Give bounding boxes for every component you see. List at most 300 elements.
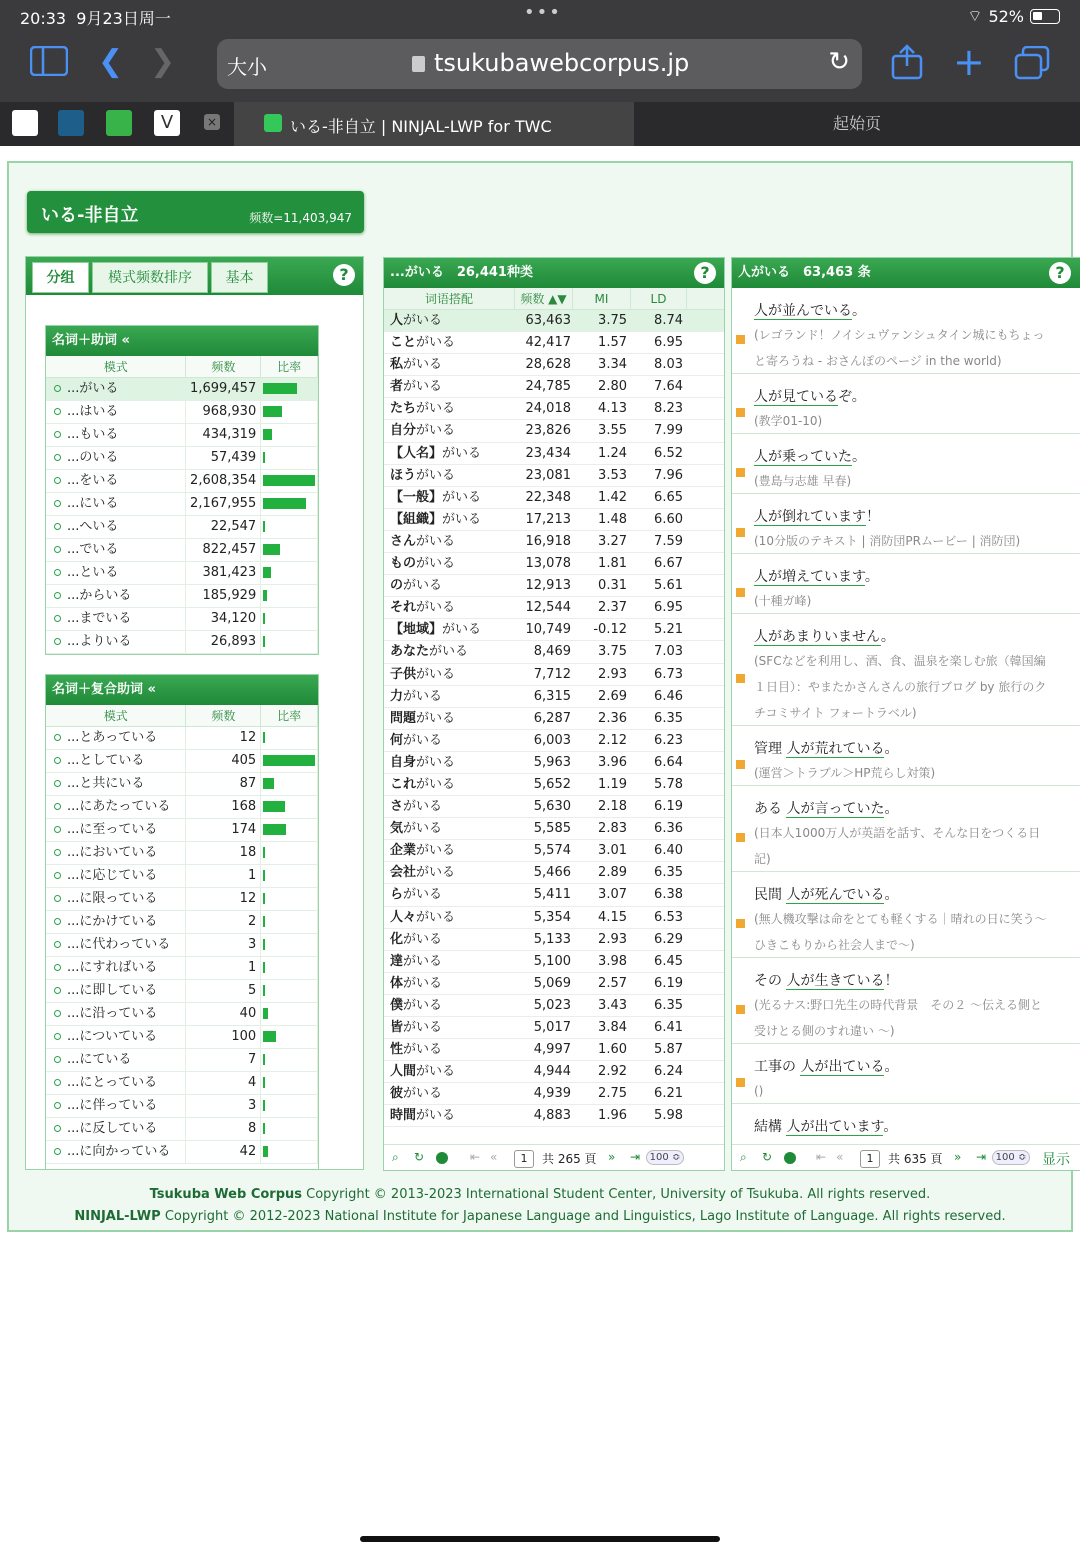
collocation-row[interactable] (384, 973, 724, 995)
table-row[interactable] (46, 819, 318, 842)
home-indicator (360, 1536, 720, 1542)
frequency-cell: 18 (186, 842, 261, 864)
radio-icon[interactable] (54, 454, 61, 461)
group-title[interactable]: 名词＋复合助词 « (46, 675, 318, 705)
table-row[interactable] (46, 585, 318, 608)
collocation-cell[interactable] (384, 332, 515, 353)
pattern-cell[interactable] (46, 796, 186, 818)
col-collocation[interactable]: 词语搭配 (384, 288, 515, 309)
pattern-cell[interactable] (46, 911, 186, 933)
example-source[interactable]: (日本人1000万人が英語を話す、そんな日をつくる日記) (754, 826, 1041, 866)
radio-icon[interactable] (54, 1102, 61, 1109)
collocation-row[interactable] (384, 531, 724, 553)
refresh-icon[interactable]: ↻ (762, 1150, 773, 1164)
collocation-row[interactable] (384, 443, 724, 465)
pattern-cell[interactable] (46, 1049, 186, 1071)
collocation-cell[interactable] (384, 1061, 515, 1082)
radio-icon[interactable] (54, 895, 61, 902)
example-prefix: 工事の (754, 1059, 796, 1075)
radio-icon[interactable] (54, 987, 61, 994)
collocation-noun: 人々 (390, 909, 417, 925)
table-row[interactable] (46, 447, 318, 470)
collocation-cell[interactable] (384, 929, 515, 950)
collocation-row[interactable] (384, 420, 724, 442)
table-row[interactable] (46, 1072, 318, 1095)
table-row[interactable] (46, 1049, 318, 1072)
tab-frequency-sort[interactable]: 模式频数排序 (92, 262, 208, 293)
mi-cell: 2.57 (598, 975, 627, 991)
example-source[interactable]: (10分版のテキスト | 消防団PRムービー | 消防団) (754, 534, 1021, 548)
collocation-row[interactable] (384, 487, 724, 509)
radio-icon[interactable] (54, 1056, 61, 1063)
pattern-text: ...にている (67, 1052, 132, 1067)
collocation-cell[interactable] (384, 774, 515, 795)
page-input[interactable]: 1 (514, 1150, 534, 1168)
example-item[interactable] (732, 434, 1080, 494)
collocation-row[interactable] (384, 929, 724, 951)
ratio-bar (263, 590, 267, 601)
table-row[interactable] (46, 934, 318, 957)
frequency-cell: 22,348 (525, 489, 571, 505)
radio-icon[interactable] (54, 849, 61, 856)
collocation-row[interactable] (384, 1039, 724, 1061)
prev-page-icon[interactable]: « (490, 1150, 498, 1164)
example-suffix: 。 (884, 741, 899, 757)
pattern-cell[interactable] (46, 424, 186, 446)
prev-page-icon[interactable]: « (836, 1150, 844, 1164)
collocation-cell[interactable] (384, 752, 515, 773)
frequency-cell: 23,081 (525, 467, 571, 483)
collocation-noun: あなた (390, 644, 430, 660)
pattern-cell[interactable] (46, 539, 186, 561)
group-title[interactable]: 名词＋助词 « (46, 326, 318, 356)
collocation-cell[interactable] (384, 641, 515, 662)
collocation-cell[interactable] (384, 907, 515, 928)
example-item[interactable] (732, 726, 1080, 786)
example-item[interactable] (732, 872, 1080, 958)
pattern-cell[interactable] (46, 934, 186, 956)
favorite-tab-3-icon[interactable] (106, 110, 132, 136)
collocation-cell[interactable] (384, 730, 515, 751)
ratio-cell (261, 1118, 318, 1140)
collocation-cell[interactable] (384, 465, 515, 486)
pattern-cell[interactable] (46, 378, 186, 400)
example-source[interactable]: (教学01-10) (754, 414, 823, 428)
help-icon[interactable]: ? (694, 262, 716, 284)
address-bar[interactable] (217, 39, 862, 89)
footer-copyright-2: Copyright © 2012-2023 National Institute for Japanese Language and Linguistics, Lago Institute of Language. All rights reserved. (164, 1209, 1006, 1224)
collocation-row[interactable] (384, 951, 724, 973)
example-source[interactable]: () (754, 1084, 764, 1098)
radio-icon[interactable] (54, 872, 61, 879)
back-icon[interactable]: ❮ (98, 44, 124, 79)
collocation-row[interactable] (384, 774, 724, 796)
collocation-row[interactable] (384, 862, 724, 884)
mi-cell: 4.15 (598, 909, 627, 925)
collocation-cell[interactable] (384, 973, 515, 994)
table-row[interactable] (46, 957, 318, 980)
next-page-icon[interactable]: » (954, 1150, 962, 1164)
forward-icon[interactable]: ❯ (150, 44, 176, 79)
table-row[interactable] (46, 727, 318, 750)
footer-brand-1[interactable]: Tsukuba Web Corpus (149, 1187, 302, 1202)
favorite-tab-4-icon[interactable]: V (154, 110, 180, 136)
pattern-cell[interactable] (46, 447, 186, 469)
table-row[interactable] (46, 562, 318, 585)
collocation-row[interactable] (384, 1061, 724, 1083)
collocation-pattern: がいる (416, 843, 456, 859)
collocation-row[interactable] (384, 553, 724, 575)
sidebar-icon[interactable] (30, 46, 68, 84)
collocation-noun: 人間 (390, 1064, 417, 1080)
example-item[interactable] (732, 494, 1080, 554)
pattern-cell[interactable] (46, 516, 186, 538)
collocation-row[interactable] (384, 597, 724, 619)
mi-cell: 1.19 (598, 776, 627, 792)
frequency-cell: 168 (186, 796, 261, 818)
radio-icon[interactable] (54, 431, 61, 438)
table-row[interactable] (46, 750, 318, 773)
example-source[interactable]: (十種ガ峰) (754, 594, 812, 608)
collocation-row[interactable] (384, 818, 724, 840)
ratio-cell (261, 1141, 318, 1163)
table-row[interactable] (46, 980, 318, 1003)
example-item[interactable] (732, 786, 1080, 872)
add-icon[interactable] (784, 1152, 796, 1164)
pattern-cell[interactable] (46, 1141, 186, 1163)
collocation-cell[interactable] (384, 443, 515, 464)
tab-group[interactable]: 分组 (32, 262, 89, 293)
radio-icon[interactable] (54, 803, 61, 810)
radio-icon[interactable] (54, 385, 61, 392)
collocation-pattern: がいる (403, 357, 443, 373)
search-icon[interactable]: ⌕ (740, 1150, 747, 1164)
pattern-cell[interactable] (46, 773, 186, 795)
help-icon[interactable]: ? (333, 264, 355, 286)
ratio-cell (261, 750, 318, 772)
reload-icon[interactable]: ↻ (828, 47, 850, 77)
collocation-row[interactable] (384, 619, 724, 641)
last-page-icon[interactable]: ⇥ (976, 1150, 987, 1164)
pattern-cell[interactable] (46, 562, 186, 584)
collocation-row[interactable] (384, 398, 724, 420)
collocation-pattern: がいる (403, 953, 443, 969)
col-frequency: 频数 (186, 356, 261, 377)
table-row[interactable] (46, 1141, 318, 1164)
example-item[interactable] (732, 1044, 1080, 1104)
favorite-tab-2-icon[interactable] (58, 110, 84, 136)
frequency-cell: 100 (186, 1026, 261, 1048)
radio-icon[interactable] (54, 408, 61, 415)
ratio-cell (261, 585, 318, 607)
collocation-pattern: がいる (416, 666, 456, 682)
radio-icon[interactable] (54, 615, 61, 622)
table-row[interactable] (46, 1095, 318, 1118)
example-item[interactable] (732, 614, 1080, 726)
pattern-cell[interactable] (46, 1095, 186, 1117)
table-row[interactable] (46, 470, 318, 493)
collocation-row[interactable] (384, 1017, 724, 1039)
help-icon[interactable]: ? (1049, 262, 1071, 284)
collocation-row[interactable] (384, 752, 724, 774)
collocation-row[interactable] (384, 840, 724, 862)
first-page-icon[interactable]: ⇤ (816, 1150, 827, 1164)
ratio-cell (261, 470, 318, 492)
collocation-pattern: がいる (416, 401, 456, 417)
search-icon[interactable]: ⌕ (392, 1150, 399, 1164)
ratio-cell (261, 608, 318, 630)
mi-cell: 2.12 (598, 732, 627, 748)
reader-text-size-button[interactable]: 大小 (227, 55, 267, 79)
pattern-cell[interactable] (46, 980, 186, 1002)
collocation-pattern: がいる (416, 776, 456, 792)
collocation-cell[interactable] (384, 995, 515, 1016)
pattern-cell[interactable] (46, 631, 186, 653)
pattern-cell[interactable] (46, 842, 186, 864)
collocation-cell[interactable] (384, 818, 515, 839)
radio-icon[interactable] (54, 964, 61, 971)
next-page-icon[interactable]: » (608, 1150, 616, 1164)
collocation-row[interactable] (384, 884, 724, 906)
tabs-overview-icon[interactable] (1014, 46, 1050, 88)
collocation-row[interactable] (384, 354, 724, 376)
frequency-cell: 4,939 (533, 1086, 571, 1102)
radio-icon[interactable] (54, 638, 61, 645)
radio-icon[interactable] (54, 477, 61, 484)
show-button[interactable]: 显示 (1042, 1152, 1070, 1168)
table-row[interactable] (46, 1118, 318, 1141)
pattern-cell[interactable] (46, 608, 186, 630)
collocation-cell[interactable] (384, 884, 515, 905)
pattern-cell[interactable] (46, 819, 186, 841)
collocation-cell[interactable] (384, 1083, 515, 1104)
example-item[interactable] (732, 374, 1080, 434)
pattern-cell[interactable] (46, 865, 186, 887)
col-ld[interactable]: LD (631, 288, 687, 309)
collocation-row[interactable] (384, 465, 724, 487)
refresh-icon[interactable]: ↻ (414, 1150, 425, 1164)
collocation-noun: 化 (390, 931, 404, 947)
table-row[interactable] (46, 1003, 318, 1026)
collocation-cell[interactable] (384, 509, 515, 530)
new-tab-icon[interactable]: + (953, 40, 985, 84)
example-source[interactable]: (無人機攻撃は命をとても軽くする｜晴れの日に笑う〜ひきこもりから社会人まで〜) (754, 912, 1047, 952)
collocation-cell[interactable] (384, 597, 515, 618)
radio-icon[interactable] (54, 734, 61, 741)
footer-brand-2[interactable]: NINJAL-LWP (74, 1209, 161, 1224)
active-tab[interactable] (206, 102, 634, 146)
collocation-noun: の (390, 578, 404, 594)
radio-icon[interactable] (54, 592, 61, 599)
frequency-cell: 17,213 (525, 511, 571, 527)
collocation-row[interactable] (384, 708, 724, 730)
collocation-cell[interactable] (384, 1105, 515, 1126)
radio-icon[interactable] (54, 1033, 61, 1040)
pattern-cell[interactable] (46, 493, 186, 515)
table-row[interactable] (46, 539, 318, 562)
last-page-icon[interactable]: ⇥ (630, 1150, 641, 1164)
collocation-cell[interactable] (384, 354, 515, 375)
collocation-cell[interactable] (384, 1017, 515, 1038)
frequency-cell: 57,439 (186, 447, 261, 469)
radio-icon[interactable] (54, 1148, 61, 1155)
col-frequency-sort[interactable]: 频数 ▲▼ (515, 288, 573, 309)
table-row[interactable] (46, 911, 318, 934)
url-text[interactable]: tsukubawebcorpus.jp (434, 49, 690, 77)
radio-icon[interactable] (54, 1079, 61, 1086)
radio-icon[interactable] (54, 826, 61, 833)
example-source[interactable]: (SFCなどを利用し、酒、食、温泉を楽しむ旅（韓国編 １日目）：やまたかさんさんの旅行ブログ by 旅行のクチコミサイト フォートラベル) (754, 654, 1058, 720)
collocation-noun: 何 (390, 732, 404, 748)
radio-icon[interactable] (54, 546, 61, 553)
table-row[interactable] (46, 493, 318, 516)
ratio-bar (263, 1123, 265, 1134)
source-marker-icon (736, 833, 745, 842)
radio-icon[interactable] (54, 500, 61, 507)
ratio-cell (261, 911, 318, 933)
collocation-cell[interactable] (384, 862, 515, 883)
pattern-text: ...といる (67, 565, 119, 580)
pattern-cell[interactable] (46, 1072, 186, 1094)
table-header (384, 288, 724, 310)
collocation-cell[interactable] (384, 1039, 515, 1060)
collocation-row[interactable] (384, 730, 724, 752)
example-source[interactable]: (運営＞トラブル＞HP荒らし対策) (754, 766, 936, 780)
pattern-cell[interactable] (46, 470, 186, 492)
collocation-row[interactable] (384, 575, 724, 597)
table-row[interactable] (46, 796, 318, 819)
table-row[interactable] (46, 888, 318, 911)
collocation-cell[interactable] (384, 664, 515, 685)
frequency-cell: 3 (186, 1095, 261, 1117)
collocation-row[interactable] (384, 332, 724, 354)
collocation-noun: それ (390, 600, 417, 616)
collocation-cell[interactable] (384, 686, 515, 707)
ld-cell: 6.95 (654, 600, 683, 616)
share-icon[interactable] (890, 44, 924, 88)
radio-icon[interactable] (54, 1010, 61, 1017)
collocation-row[interactable] (384, 1105, 724, 1127)
collocation-cell[interactable] (384, 553, 515, 574)
collocation-cell[interactable] (384, 951, 515, 972)
table-row[interactable] (46, 608, 318, 631)
pattern-cell[interactable] (46, 585, 186, 607)
frequency-cell: 40 (186, 1003, 261, 1025)
collocation-row[interactable] (384, 907, 724, 929)
page-input[interactable]: 1 (860, 1150, 880, 1168)
pattern-cell[interactable] (46, 1026, 186, 1048)
example-source[interactable]: (レゴランド！ノイシュヴァンシュタイン城にもちょっと寄ろうね - おさんぽのページ in the world) (754, 328, 1045, 368)
radio-icon[interactable] (54, 523, 61, 530)
pattern-cell[interactable] (46, 957, 186, 979)
collocation-row[interactable] (384, 664, 724, 686)
example-sentence (754, 626, 895, 646)
example-source[interactable]: (光るナス:野口先生の時代背景 その２ 〜伝える側と受けとる側のすれ違い 〜) (754, 998, 1043, 1038)
collocation-cell[interactable] (384, 376, 515, 397)
radio-icon[interactable] (54, 757, 61, 764)
ratio-bar (263, 406, 282, 417)
collocation-cell[interactable] (384, 619, 515, 640)
collocation-pattern: がいる (416, 335, 456, 351)
tab-basic[interactable]: 基本 (211, 262, 268, 293)
table-row[interactable] (46, 1026, 318, 1049)
example-item[interactable] (732, 958, 1080, 1044)
table-row[interactable] (46, 631, 318, 654)
pattern-cell[interactable] (46, 401, 186, 423)
source-marker-icon (736, 468, 745, 477)
collocation-row[interactable] (384, 796, 724, 818)
collocation-row[interactable] (384, 686, 724, 708)
add-icon[interactable] (436, 1152, 448, 1164)
favorite-tab-1-icon[interactable] (12, 110, 38, 136)
pattern-cell[interactable] (46, 1003, 186, 1025)
start-page-tab[interactable]: 起始页 (832, 114, 881, 133)
collocation-noun: 人 (390, 313, 404, 328)
radio-icon[interactable] (54, 1125, 61, 1132)
collocation-row[interactable] (384, 376, 724, 398)
col-mi[interactable]: MI (573, 288, 631, 309)
table-row[interactable] (46, 773, 318, 796)
collocation-noun: さ (390, 799, 404, 815)
pagination (732, 1144, 1080, 1170)
close-tab-icon[interactable]: × (204, 114, 220, 130)
pattern-cell[interactable] (46, 750, 186, 772)
multitask-dots[interactable]: ••• (524, 2, 562, 23)
collocation-cell[interactable] (384, 531, 515, 552)
example-item[interactable] (732, 1104, 1080, 1146)
pattern-cell[interactable] (46, 888, 186, 910)
example-source[interactable]: (豊島与志雄 早春) (754, 474, 852, 488)
collocation-cell[interactable] (384, 487, 515, 508)
radio-icon[interactable] (54, 569, 61, 576)
collocation-cell[interactable] (384, 420, 515, 441)
table-header (46, 356, 318, 378)
collocation-cell[interactable] (384, 708, 515, 729)
rows-per-page-select[interactable]: 100 ≎ (992, 1150, 1030, 1165)
radio-icon[interactable] (54, 780, 61, 787)
table-row[interactable] (46, 401, 318, 424)
table-row[interactable] (46, 424, 318, 447)
collocation-row[interactable] (384, 509, 724, 531)
radio-icon[interactable] (54, 941, 61, 948)
table-row[interactable] (46, 842, 318, 865)
example-item[interactable] (732, 288, 1080, 374)
table-row[interactable] (46, 865, 318, 888)
pattern-cell[interactable] (46, 1118, 186, 1140)
mi-cell: 2.80 (598, 379, 627, 395)
table-row[interactable] (46, 378, 318, 401)
example-item[interactable] (732, 554, 1080, 614)
mi-cell: 2.93 (598, 931, 627, 947)
pattern-cell[interactable] (46, 727, 186, 749)
ld-cell: 5.78 (654, 776, 683, 792)
rows-per-page-select[interactable]: 100 ≎ (646, 1150, 684, 1165)
collocation-cell[interactable] (384, 310, 515, 331)
collocation-cell[interactable] (384, 796, 515, 817)
collocation-cell[interactable] (384, 840, 515, 861)
collocation-row[interactable] (384, 995, 724, 1017)
collocation-cell[interactable] (384, 575, 515, 596)
radio-icon[interactable] (54, 918, 61, 925)
collocation-row[interactable] (384, 310, 724, 332)
collocation-row[interactable] (384, 1083, 724, 1105)
table-row[interactable] (46, 516, 318, 539)
frequency-cell: 3 (186, 934, 261, 956)
collocation-cell[interactable] (384, 398, 515, 419)
ratio-cell (261, 1026, 318, 1048)
first-page-icon[interactable]: ⇤ (470, 1150, 481, 1164)
collocation-row[interactable] (384, 641, 724, 663)
